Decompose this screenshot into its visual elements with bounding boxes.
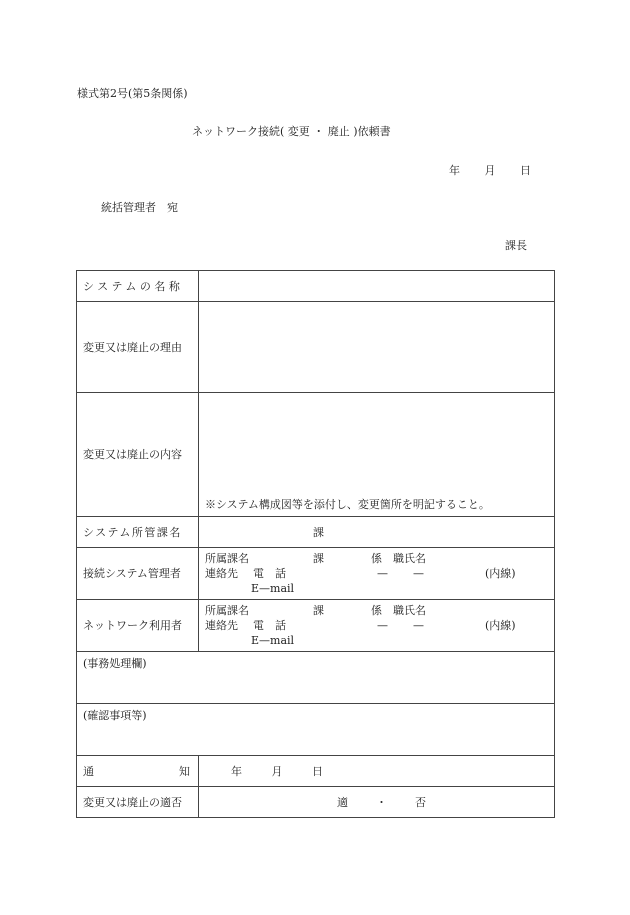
row-confirm	[77, 704, 555, 756]
office-label: (事務処理欄)	[83, 657, 147, 670]
date-day: 日	[520, 164, 531, 177]
date-year: 年	[449, 164, 460, 177]
admin-email-label: E—mail	[251, 582, 295, 595]
row-content	[77, 393, 555, 517]
row-user	[77, 600, 555, 652]
date-month: 月	[484, 164, 496, 177]
admin-kakari: 係	[371, 552, 382, 565]
system-name-field[interactable]	[199, 271, 555, 302]
notify-year: 年	[231, 764, 242, 778]
admin-dept-line	[205, 551, 548, 566]
dept-label: システム所管課名	[77, 517, 199, 548]
dept-field[interactable]	[199, 517, 555, 548]
admin-phone-line	[205, 566, 548, 581]
admin-phone-label: 電 話	[253, 567, 286, 580]
user-kakari: 係	[371, 604, 382, 617]
addressee: 統括管理者 宛	[101, 201, 178, 214]
content-note: ※システム構成図等を添付し、変更箇所を明記すること。	[205, 498, 490, 511]
admin-contact-field[interactable]	[199, 548, 555, 600]
content-field[interactable]	[199, 393, 555, 517]
user-contact-field[interactable]	[199, 600, 555, 652]
notify-label-2: 知	[179, 764, 190, 778]
system-name-label: システムの名称	[77, 271, 199, 302]
approve-separator: ・	[376, 795, 387, 809]
notify-label-1: 通	[83, 764, 94, 778]
date-line	[449, 162, 531, 178]
content-label: 変更又は廃止の内容	[77, 393, 199, 517]
user-email-line	[205, 633, 548, 648]
dept-suffix: 課	[313, 525, 324, 539]
admin-contact-label: 連絡先	[205, 567, 238, 580]
document-title: ネットワーク接続( 変更 ・ 廃止 )依頼書	[192, 125, 391, 138]
form-number: 様式第2号(第5条関係)	[77, 87, 188, 100]
admin-email-line	[205, 581, 548, 596]
admin-ka: 課	[313, 552, 324, 565]
user-ext: (内線)	[485, 619, 516, 632]
notify-day: 日	[312, 764, 323, 778]
row-system-name	[77, 271, 555, 302]
admin-dash2: —	[413, 567, 424, 580]
row-approval	[77, 787, 555, 818]
approve-option[interactable]: 適	[337, 795, 348, 809]
user-dash2: —	[413, 619, 424, 632]
admin-dash1: —	[377, 567, 388, 580]
admin-position: 職氏名	[393, 552, 426, 565]
section-chief: 課長	[505, 239, 527, 252]
row-dept	[77, 517, 555, 548]
user-position: 職氏名	[393, 604, 426, 617]
admin-label: 接続システム管理者	[77, 548, 199, 600]
reason-field[interactable]	[199, 302, 555, 393]
row-office	[77, 652, 555, 704]
reject-option[interactable]: 否	[415, 795, 426, 809]
approval-label: 変更又は廃止の適否	[77, 787, 199, 818]
approval-field[interactable]	[199, 787, 555, 818]
reason-label: 変更又は廃止の理由	[77, 302, 199, 393]
user-label: ネットワーク利用者	[77, 600, 199, 652]
notify-month: 月	[271, 764, 283, 778]
notify-label	[77, 756, 199, 787]
request-form-table	[76, 270, 555, 818]
user-phone-line	[205, 618, 548, 633]
admin-dept-label: 所属課名	[205, 552, 249, 565]
user-dash1: —	[377, 619, 388, 632]
row-notify	[77, 756, 555, 787]
user-email-label: E—mail	[251, 634, 295, 647]
row-admin	[77, 548, 555, 600]
row-reason	[77, 302, 555, 393]
user-dept-line	[205, 603, 548, 618]
notify-date-field[interactable]	[199, 756, 555, 787]
confirm-label: (確認事項等)	[83, 709, 147, 722]
office-field[interactable]	[77, 652, 555, 704]
user-ka: 課	[313, 604, 324, 617]
user-phone-label: 電 話	[253, 619, 286, 632]
admin-ext: (内線)	[485, 567, 516, 580]
confirm-field[interactable]	[77, 704, 555, 756]
user-dept-label: 所属課名	[205, 604, 249, 617]
user-contact-label: 連絡先	[205, 619, 238, 632]
